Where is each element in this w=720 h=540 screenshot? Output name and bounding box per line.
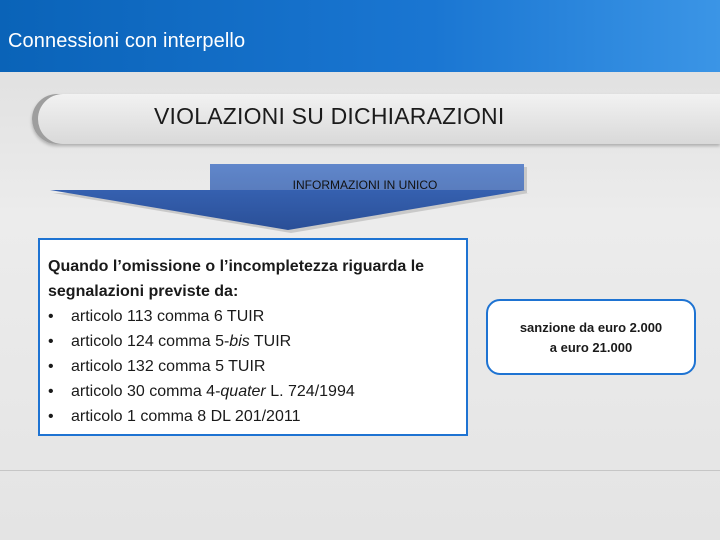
- list-item: [48, 304, 458, 329]
- item-text: articolo 113 comma 6 TUIR: [71, 308, 265, 325]
- arrow-label: INFORMAZIONI IN UNICO: [292, 178, 438, 192]
- penalty-line-1: sanzione da euro 2.000: [519, 320, 663, 335]
- bullet-icon: •: [48, 383, 54, 400]
- list-item: [48, 329, 458, 354]
- header-title: Connessioni con interpello: [8, 30, 246, 52]
- bullet-icon: •: [48, 333, 54, 350]
- bullet-icon: •: [48, 408, 54, 425]
- bullet-icon: •: [48, 308, 54, 325]
- down-arrow-shape: [46, 160, 536, 236]
- conditions-box: [38, 238, 468, 436]
- penalty-box: [486, 299, 696, 375]
- item-italic: quater: [220, 383, 266, 400]
- footer-divider: [0, 470, 720, 471]
- conditions-intro: Quando l’omissione o l’incompletezza riguarda le segnalazioni previste da:: [48, 258, 425, 300]
- item-text: articolo 1 comma 8 DL 201/2011: [71, 408, 301, 425]
- item-text-after: TUIR: [249, 333, 292, 350]
- item-italic: bis: [229, 333, 250, 350]
- bullet-icon: •: [48, 358, 54, 375]
- item-text: articolo 132 comma 5 TUIR: [71, 358, 266, 375]
- item-text-after: L. 724/1994: [265, 383, 355, 400]
- conditions-list: [48, 304, 458, 429]
- item-text: articolo 30 comma 4-: [71, 383, 221, 400]
- slide-title: VIOLAZIONI SU DICHIARAZIONI: [154, 103, 505, 129]
- list-item: [48, 354, 458, 379]
- header-bar: [0, 0, 720, 72]
- list-item: [48, 379, 458, 404]
- item-text: articolo 124 comma 5-: [71, 333, 230, 350]
- list-item: [48, 404, 458, 429]
- penalty-line-2: a euro 21.000: [549, 340, 633, 355]
